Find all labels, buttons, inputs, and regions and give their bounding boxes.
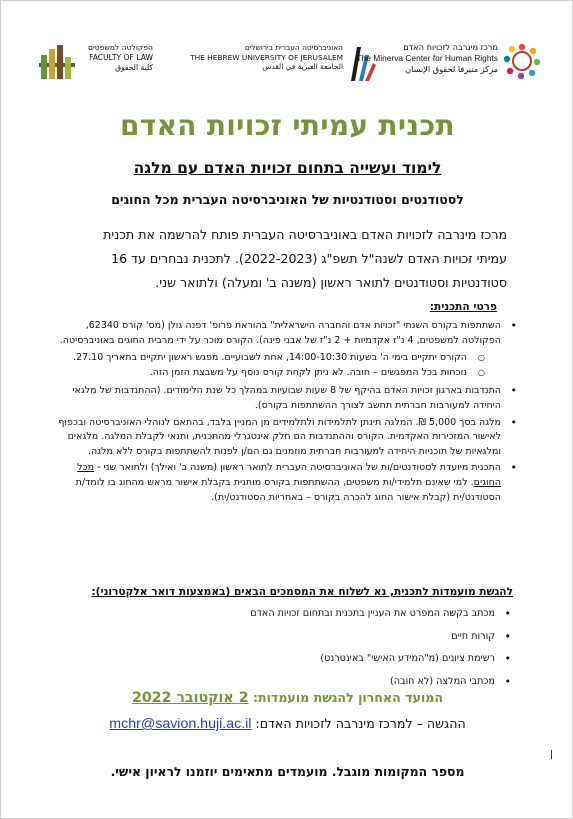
huji-name-en: THE HEBREW UNIVERSITY OF JERUSALEM xyxy=(190,52,343,62)
intro-paragraph: מרכז מינרבה לזכויות האדם באוניברסיטה העברית פותח להרשמה את תכנית עמיתי זכויות האדם לשנה"ל תשפ"ג (2022-2023). לתכנית נבחרים עד 16 סטודנטיות וסטודנטים לתואר ראשון (משנה ב' ומעלה) ולתואר שני. xyxy=(103,227,507,290)
law-logo-text xyxy=(79,43,153,73)
huji-logo-text xyxy=(190,43,343,72)
document-item: • רשימת ציונים (מ"המידע האישי" באינטרנט) xyxy=(73,649,495,670)
submission-label: ההגשה – למרכז מינרבה לזכויות האדם: xyxy=(255,716,466,731)
minerva-logo-text xyxy=(357,42,499,75)
program-details xyxy=(58,319,519,507)
details-item-volunteering: • התנדבות בארגון זכויות האדם בהיקף של 8 שעות שבועיות במהלך כל שנת הלימודים. (ההתנדבות של מלגאי היחידה למעורבות חברתית תחשב לצורך ההשתתפות בקורס). xyxy=(58,384,501,413)
huji-name-ar: الجامعة العبرية في القدس xyxy=(262,62,343,72)
target-audience: לסטודנטים וסטודנטיות של האוניברסיטה העברית מכל החוגים xyxy=(111,192,464,207)
submission-line xyxy=(1,716,573,732)
law-name-ar: كلية الحقوق xyxy=(115,63,153,72)
deadline-line xyxy=(1,690,573,706)
minerva-people-circle-icon xyxy=(502,41,542,81)
minerva-center-logo xyxy=(342,39,542,85)
program-title: תכנית עמיתי זכויות האדם xyxy=(120,109,455,142)
eligibility-rest: . למי שאינם תלמידי/ות משפטים, ההשתתפות בקורס מותנית בקבלת אישור מראש מהחוג בו לומד/ת הסטודנט/ית (קבלת אישור החוג להכרה בקורס – באחריות הסטודנט/ית). xyxy=(75,476,501,503)
law-building-icon xyxy=(39,45,75,79)
required-documents xyxy=(73,604,513,694)
program-subtitle: לימוד ועשייה בתחום זכויות האדם עם מלגה xyxy=(133,159,442,177)
law-name-en: FACULTY OF LAW xyxy=(89,53,153,62)
details-item-eligibility xyxy=(58,461,501,505)
faculty-of-law-logo xyxy=(37,39,157,85)
document-item: • מכתבי המלצה (לא חובה) xyxy=(73,672,495,693)
law-name-he: הפקולטה למשפטים xyxy=(87,43,153,52)
minerva-name-he: מרכז מינרבה לזכויות האדם xyxy=(403,42,498,52)
details-item-scholarship: • מלגה בסך 5,000 ₪. המלגה תינתן לתלמידות ולתלמידים מן המניין בלבד, בהתאם לנוהלי האוניברסיטה ובכפוף לאישור המזכירות האקדמית. הקורס וההתנדבות הם חלק אינטגרלי מהתכנית, ותנאי לקבלת המלגה. מלגאים ומלגאיות של תוכניות היחידה למעורבות חברתית מוזמנים גם הם/ן לפנות להשתתפות בקורס ללא מלגה. xyxy=(58,416,501,460)
huji-name-he: האוניברסיטה העברית בירושלים xyxy=(244,43,343,52)
details-item-course-text: השתתפות בקורס השנתי "זכויות אדם והחברה הישראלית" בהוראת פרופ' דפנה גולן (מס' קורס 62340, הפקולטה למשפטים, 4 נ"ז אקדמיות + 2 נ"ז של אבני פינה). הקורס מוכר על ידי מרבית החוגים באוניברסיטה. xyxy=(59,320,501,346)
program-details-heading: פרטי התכנית: xyxy=(429,301,497,313)
deadline-label: המועד האחרון להגשת מועמדות: xyxy=(252,690,444,705)
footer-note: מספר המקומות מוגבל. מועמדים מתאימים יוזמנו לראיון אישי. xyxy=(110,764,465,779)
details-item-course xyxy=(58,319,501,380)
document-item: • מכתב בקשה המפרט את העניין בתכנית ובתחום זכויות האדם xyxy=(73,604,495,625)
deadline-date: 2 אוקטובר 2022 xyxy=(131,690,249,706)
submission-heading: להגשת מועמדות לתכנית, נא לשלוח את המסמכים הבאים (באמצעות דואר אלקטרוני): xyxy=(91,586,513,598)
eligibility-all-departments: מכל החוגים xyxy=(77,462,501,488)
submission-email-link[interactable]: mchr@savion.huji.ac.il xyxy=(109,716,252,732)
minerva-name-en: The Minerva Center for Human Rights xyxy=(356,53,498,63)
attendance-item: ○ נוכחות בכל המפגשים – חובה. לא ניתן לקחת קורס נוסף על משבצת הזמן הזה. xyxy=(58,366,467,381)
eligibility-text: התכנית מיועדת לסטודנטים/ות של האוניברסיטה העברית לתואר ראשון (משנה ב' ואילך) ולתואר שני - xyxy=(97,462,501,474)
logo-bar xyxy=(37,39,542,87)
course-schedule-item: ○ הקורס יתקיים בימי ה' בשעות 14:00-10:30, אחת לשבועיים. מפגש ראשון יתקיים בתאריך 27.10. xyxy=(58,351,467,366)
text-cursor xyxy=(551,750,552,759)
document-item: • קורות חיים xyxy=(73,627,495,648)
minerva-name-ar: مركز منيرفا لحقوق الإنسان xyxy=(405,64,498,74)
